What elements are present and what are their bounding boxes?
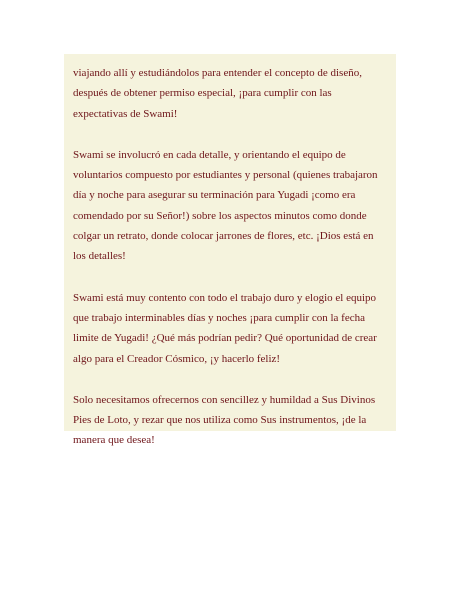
paragraph-line: colgar un retrato, donde colocar jarrones de flores, etc. ¡Dios está en [73, 230, 374, 243]
paragraph-line: día y noche para asegurar su terminación para Yugadi ¡como era [73, 189, 356, 202]
paragraph-line: comendado por su Señor!) sobre los aspectos minutos como donde [73, 209, 367, 222]
paragraph-2 [73, 145, 387, 267]
paragraph-line: expectativas de Swami! [73, 107, 178, 120]
paragraph-4 [73, 390, 387, 451]
paragraph-line: que trabajo interminables días y noches ¡para cumplir con la fecha [73, 311, 365, 324]
paragraph-line: Pies de Loto, y rezar que nos utiliza como Sus instrumentos, ¡de la [73, 414, 367, 427]
paragraph-line: limite de Yugadi! ¿Qué más podrían pedir? Qué oportunidad de crear [73, 332, 377, 345]
paragraph-line: Swami está muy contento con todo el trabajo duro y elogio el equipo [73, 291, 377, 304]
text-box [64, 54, 396, 447]
paragraph-line: voluntarios compuesto por estudiantes y personal (quienes trabajaron [73, 169, 378, 182]
paragraph-line: los detalles! [73, 250, 126, 263]
paragraph-1 [73, 63, 387, 124]
paragraph-line: manera que desea! [73, 434, 155, 447]
paragraph-line: viajando allí y estudiándolos para entender el concepto de diseño, [73, 67, 362, 79]
paragraph-line: algo para el Creador Cósmico, ¡y hacerlo feliz! [73, 352, 281, 365]
paragraph-line: Swami se involucró en cada detalle, y orientando el equipo de [73, 148, 346, 161]
paragraph-line: Solo necesitamos ofrecernos con sencillez y humildad a Sus Divinos [73, 393, 376, 406]
paragraph-line: después de obtener permiso especial, ¡para cumplir con las [73, 87, 332, 100]
paragraph-3 [73, 288, 387, 369]
